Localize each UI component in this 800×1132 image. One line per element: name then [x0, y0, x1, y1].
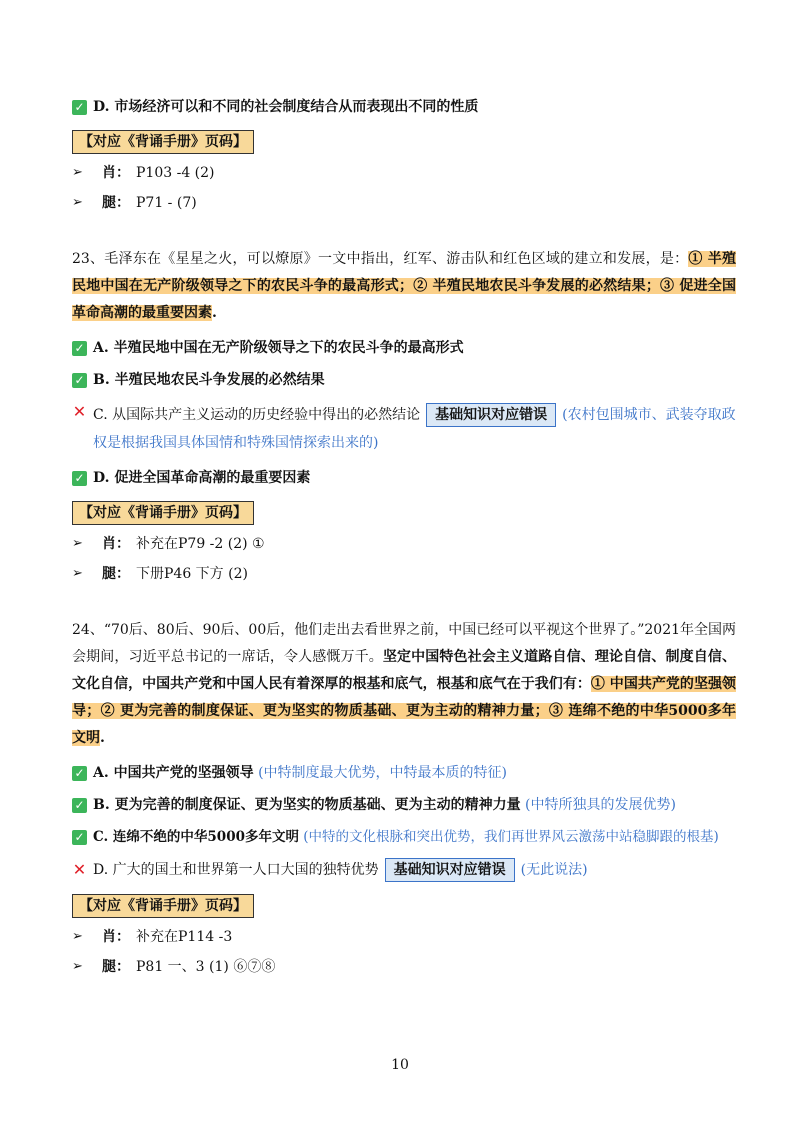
ref-item-xiao [72, 162, 736, 184]
ref-item-tui [72, 563, 736, 585]
option-content [93, 794, 676, 816]
option-c-wrong [72, 401, 736, 457]
arrow-bullet-icon: ➢ [72, 566, 83, 581]
option-c-content [93, 401, 736, 457]
stem-text: 23、毛泽东在《星星之火，可以燎原》一文中指出，红军、游击队和红色区域的建立和发展，是： [72, 251, 689, 267]
option-c-correct [72, 826, 736, 848]
page-number: 10 [391, 1057, 409, 1073]
option-b-correct [72, 369, 736, 391]
question-24-stem [72, 617, 736, 752]
option-content [93, 826, 719, 848]
option-text: B. 半殖民地农民斗争发展的必然结果 [93, 372, 325, 388]
stem-bold: 坚定中国特色社会主义道路自信、理论自信、制度自信、文化自信，中国共产党和中国人民有着深厚的根基和底气，根基和底气在于我们有： [72, 649, 737, 692]
option-text: A. 中国共产党的坚强领导 [93, 765, 254, 781]
reference-label: 【对应《背诵手册》页码】 [72, 130, 254, 154]
option-note: (中特制度最大优势，中特最本质的特征) [258, 765, 508, 781]
ref-label: 腿： [102, 195, 130, 211]
option-text: D. 促进全国革命高潮的最重要因素 [93, 470, 311, 486]
option-d-correct [72, 467, 736, 489]
option-text: C. 从国际共产主义运动的历史经验中得出的必然结论 [93, 407, 421, 423]
option-content [93, 762, 507, 784]
ref-label: 肖： [102, 536, 130, 552]
ref-value: P103 -4 (2) [136, 165, 215, 181]
option-b-correct [72, 794, 736, 816]
arrow-bullet-icon: ➢ [72, 929, 83, 944]
check-icon: ✓ [72, 766, 87, 781]
ref-label: 肖： [102, 929, 130, 945]
arrow-bullet-icon: ➢ [72, 536, 83, 551]
option-text: C. 连绵不绝的中华5000多年文明 [93, 829, 299, 845]
ref-value: 补充在P79 -2 (2) ① [136, 536, 265, 552]
option-a-correct [72, 337, 736, 359]
ref-label: 腿： [102, 566, 130, 582]
arrow-bullet-icon: ➢ [72, 195, 83, 210]
ref-value: 补充在P114 -3 [136, 929, 233, 945]
option-content [93, 858, 588, 882]
question-23-stem [72, 246, 736, 327]
error-tag: 基础知识对应错误 [385, 858, 515, 882]
ref-label: 肖： [102, 165, 130, 181]
check-icon: ✓ [72, 100, 87, 115]
arrow-bullet-icon: ➢ [72, 165, 83, 180]
check-icon: ✓ [72, 373, 87, 388]
option-note: (中特所独具的发展优势) [525, 797, 676, 813]
stem-end: . [100, 730, 105, 746]
ref-item-xiao [72, 533, 736, 555]
option-note: (农村包围城市、武装夺取政权是根据我国具体国情和特殊国情探索出来的) [93, 407, 736, 451]
option-text: D. 广大的国土和世界第一人口大国的独特优势 [93, 862, 379, 878]
option-d-wrong [72, 858, 736, 882]
option-text: D. 市场经济可以和不同的社会制度结合从而表现出不同的性质 [93, 99, 479, 115]
option-text: A. 半殖民地中国在无产阶级领导之下的农民斗争的最高形式 [93, 340, 464, 356]
ref-label: 腿： [102, 959, 130, 975]
ref-item-xiao [72, 926, 736, 948]
arrow-bullet-icon: ➢ [72, 959, 83, 974]
stem-highlight: ① 中国共产党的坚强领导；② 更为完善的制度保证、更为坚实的物质基础、更为主动的精神力量；③ 连绵不绝的中华5000多年文明 [72, 676, 737, 746]
error-tag: 基础知识对应错误 [426, 403, 556, 427]
stem-text: 24、“70后、80后、90后、00后，他们走出去看世界之前，中国已经可以平视这个世界了。”2021年全国两会期间，习近平总书记的一席话，令人感慨万千。 [72, 622, 737, 665]
ref-value: 下册P46 下方 (2) [136, 566, 248, 582]
cross-icon: ✕ [72, 860, 87, 879]
check-icon: ✓ [72, 341, 87, 356]
check-icon: ✓ [72, 471, 87, 486]
cross-icon: ✕ [72, 402, 87, 421]
reference-label: 【对应《背诵手册》页码】 [72, 501, 254, 525]
ref-item-tui [72, 956, 736, 978]
stem-end: . [212, 305, 217, 321]
option-note: (中特的文化根脉和突出优势，我们再世界风云激荡中站稳脚跟的根基) [303, 829, 719, 845]
reference-label: 【对应《背诵手册》页码】 [72, 894, 254, 918]
option-d-correct [72, 96, 736, 118]
option-note: (无此说法) [520, 862, 588, 878]
document-page [72, 96, 736, 986]
option-a-correct [72, 762, 736, 784]
ref-item-tui [72, 192, 736, 214]
ref-value: P71 - (7) [136, 195, 197, 211]
check-icon: ✓ [72, 830, 87, 845]
option-text: B. 更为完善的制度保证、更为坚实的物质基础、更为主动的精神力量 [93, 797, 521, 813]
stem-highlight: ① 半殖民地中国在无产阶级领导之下的农民斗争的最高形式；② 半殖民地农民斗争发展的必然结果；③ 促进全国革命高潮的最重要因素 [72, 251, 737, 321]
check-icon: ✓ [72, 798, 87, 813]
ref-value: P81 一、3 (1) ⑥⑦⑧ [136, 959, 276, 975]
